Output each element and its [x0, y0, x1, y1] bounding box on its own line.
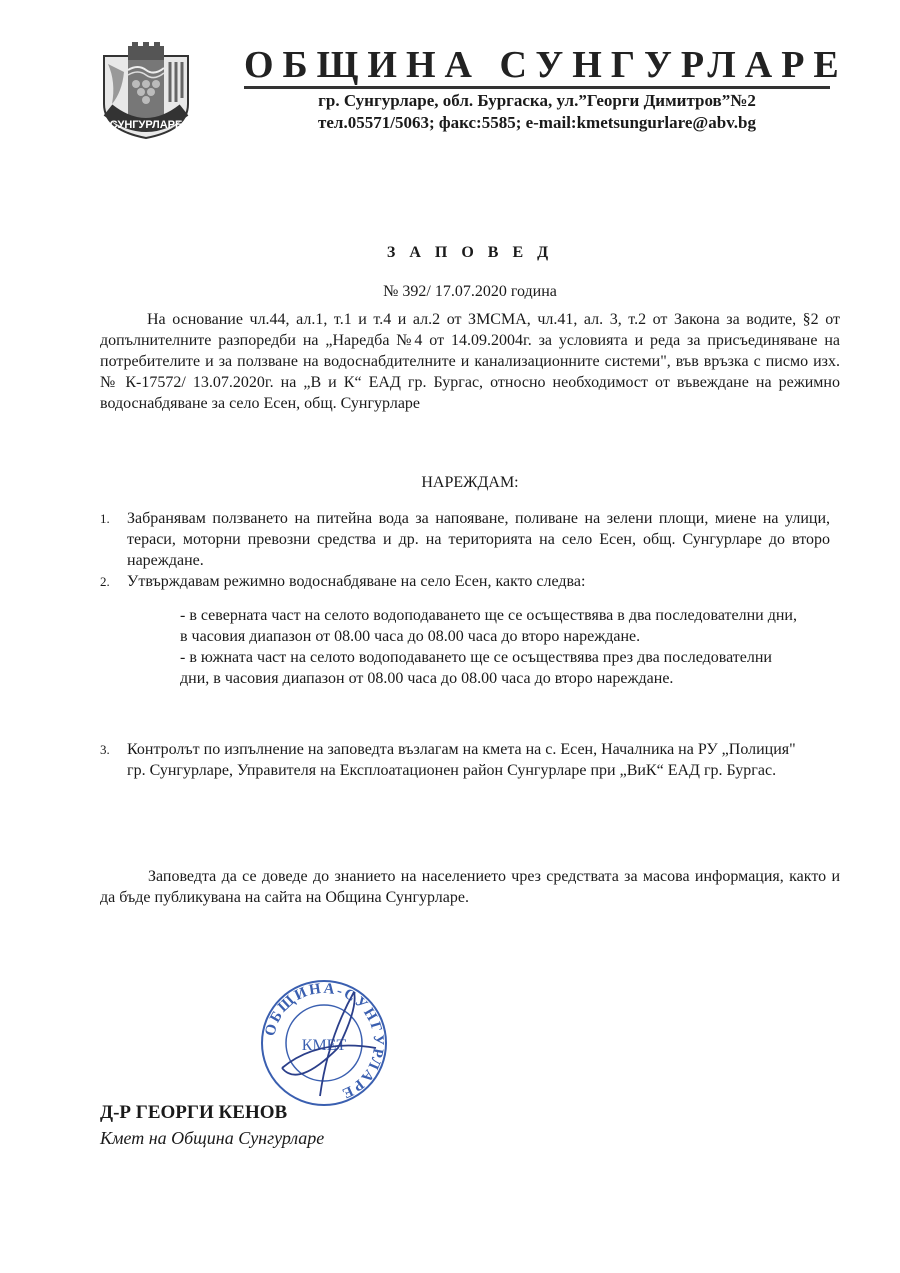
official-stamp — [258, 978, 390, 1108]
logo-text: СУНГУРЛАРЕ — [109, 119, 183, 131]
order-heading: НАРЕЖДАМ: — [421, 474, 519, 491]
org-name: ОБЩИНА СУНГУРЛАРЕ — [244, 44, 848, 86]
item-number: 3. — [100, 742, 110, 757]
item-number: 1. — [100, 511, 110, 526]
intro-paragraph: На основание чл.44, ал.1, т.1 и т.4 и ал.2 от ЗМСМА, чл.41, ал. 3, т.2 от Закона за водите, §2 от допълнителните разпоредби на „Наредба №4 от 14.09.2004г. за условията и реда за присъединяване на потребителите и за ползване на водоснабдителните и канализационните системи", във връзка с писмо изх.№ К-17572/ 13.07.2020г. на „В и К“ ЕАД гр. Бургас, относно необходимост от въвеждане на режимно водоснабдяване за село Есен, общ. Сунгурларе — [100, 311, 840, 412]
schedule-south: - в южната част на селото водоподаването ще се осъществява през два последователни дни, в часовия диапазон от 08.00 часа до 08.00 часа до второ нареждане. — [180, 649, 772, 687]
signer-name: Д-Р ГЕОРГИ КЕНОВ — [100, 1102, 288, 1123]
document-title: З А П О В Е Д — [386, 244, 554, 261]
closing-paragraph: Заповедта да се доведе до знанието на населението чрез средствата за масова информация, както и да бъде публикувана на сайта на Община Сунгурларе. — [100, 868, 840, 906]
item-number: 2. — [100, 574, 110, 589]
item-text: Контролът по изпълнение на заповедта възлагам на кмета на с. Есен, Началника на РУ „Полиция" гр. Сунгурларе, Управителя на Експлоатационен район Сунгурларе при „ВиК“ ЕАД гр. Бургас. — [127, 741, 796, 779]
item-text: Забранявам ползването на питейна вода за напояване, поливане на зелени площи, миене на улици, тераси, моторни превозни средства и др. на територията на село Есен, общ. Сунгурларе до второ нареждане. — [127, 510, 830, 569]
stamp-outer-text: ОБЩИНА-СУНГУРЛАРЕ — [262, 980, 387, 1102]
org-contacts: тел.05571/5063; факс:5585; e-mail:kmetsungurlare@abv.bg — [318, 113, 756, 132]
stamp-inner-text: КМЕТ — [301, 1037, 347, 1054]
schedule-north: - в северната част на селото водоподаването ще се осъществява в два последователни дни, в часовия диапазон от 08.00 часа до 08.00 часа до второ нареждане. — [180, 607, 797, 645]
coat-of-arms-logo — [96, 42, 196, 140]
org-address: гр. Сунгурларе, обл. Бургаска, ул.”Георги Димитров”№2 — [318, 91, 756, 110]
schedule-block — [180, 605, 800, 689]
document-number: № 392/ 17.07.2020 година — [383, 283, 557, 300]
header-rule — [244, 86, 830, 89]
item-text: Утвърждавам режимно водоснабдяване на село Есен, както следва: — [127, 573, 586, 590]
signer-title: Кмет на Община Сунгурларе — [100, 1128, 325, 1148]
